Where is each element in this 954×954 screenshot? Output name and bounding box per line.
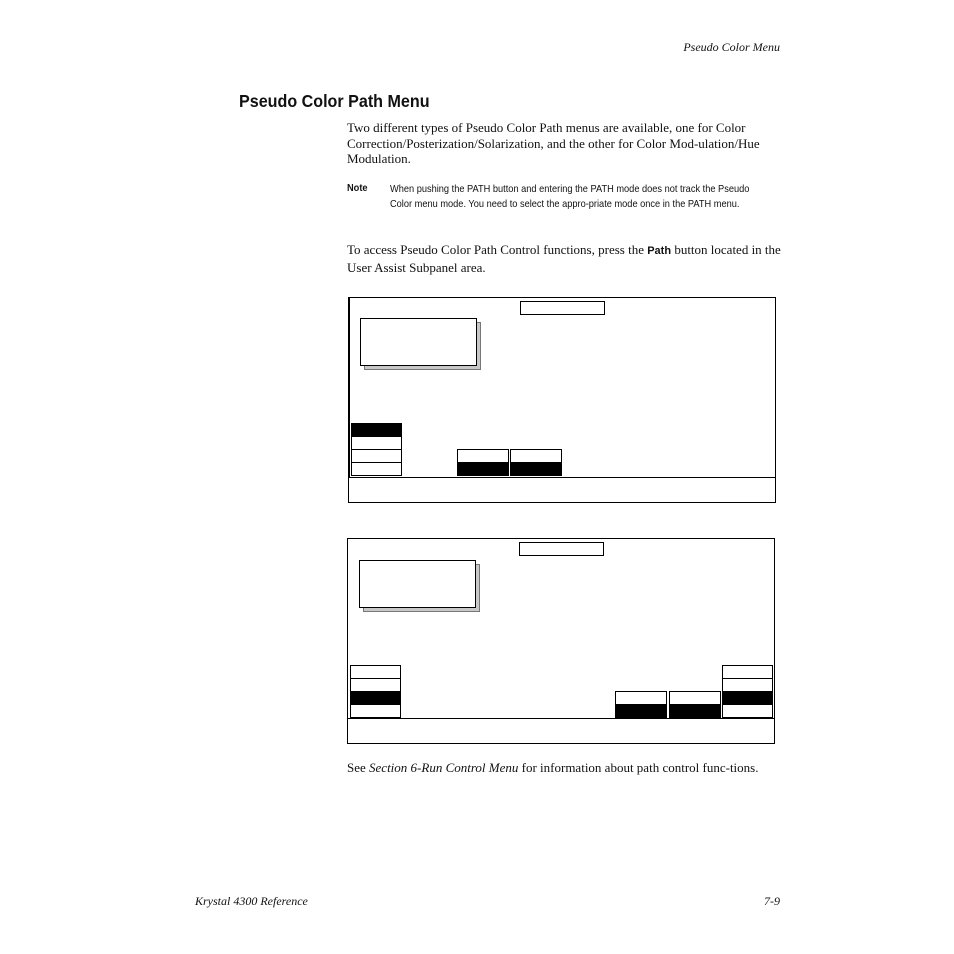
intro-paragraph: Two different types of Pseudo Color Path menus are available, one for Color Correction/Posterization/Solarization, and the other for Color Mod-ulation/Hue Modulation. [347, 120, 760, 166]
soft-button-5[interactable] [615, 691, 667, 705]
menu-title-box [520, 301, 605, 315]
soft-button-1[interactable] [350, 665, 401, 679]
access-text-after: button located in the User Assist Subpanel area. [347, 242, 781, 275]
soft-button-10[interactable] [722, 678, 773, 692]
soft-button-8[interactable] [510, 462, 562, 476]
note-label: Note [347, 182, 368, 194]
path-menu-diagram-correction [348, 297, 776, 503]
soft-button-3[interactable] [350, 691, 401, 705]
soft-button-7[interactable] [510, 449, 562, 463]
soft-button-8[interactable] [669, 704, 721, 718]
soft-button-11[interactable] [722, 691, 773, 705]
see-paragraph [347, 760, 783, 776]
soft-button-7[interactable] [669, 691, 721, 705]
see-text-after: for information about path control func-tions. [518, 760, 759, 775]
path-menu-diagram-modulation [347, 538, 775, 744]
soft-button-2[interactable] [351, 436, 402, 450]
soft-button-12[interactable] [722, 704, 773, 718]
running-header: Pseudo Color Menu [683, 40, 780, 54]
status-bar [348, 718, 774, 743]
soft-button-6[interactable] [615, 704, 667, 718]
soft-button-3[interactable] [351, 449, 402, 463]
soft-button-4[interactable] [350, 704, 401, 718]
menu-window [360, 318, 477, 366]
footer-page-number: 7-9 [764, 894, 780, 908]
see-text-before: See [347, 760, 370, 775]
footer-book-title: Krystal 4300 Reference [195, 894, 308, 908]
note-text: When pushing the PATH button and entering the PATH mode does not track the Pseudo Color menu mode. You need to select the appro-priate mode once in the PATH menu. [390, 183, 750, 210]
soft-button-9[interactable] [722, 665, 773, 679]
soft-button-2[interactable] [350, 678, 401, 692]
soft-button-5[interactable] [457, 449, 509, 463]
status-bar [349, 477, 775, 502]
soft-button-6[interactable] [457, 462, 509, 476]
path-button-name: Path [647, 245, 672, 257]
section-reference: Section 6-Run Control Menu [369, 760, 519, 775]
access-text-before: To access Pseudo Color Path Control functions, press the [347, 242, 648, 257]
menu-window [359, 560, 476, 608]
soft-button-1[interactable] [351, 423, 402, 437]
soft-button-4[interactable] [351, 462, 402, 476]
menu-title-box [519, 542, 604, 556]
access-paragraph [347, 242, 783, 275]
section-title: Pseudo Color Path Menu [239, 91, 430, 111]
panel-edge [349, 298, 350, 478]
